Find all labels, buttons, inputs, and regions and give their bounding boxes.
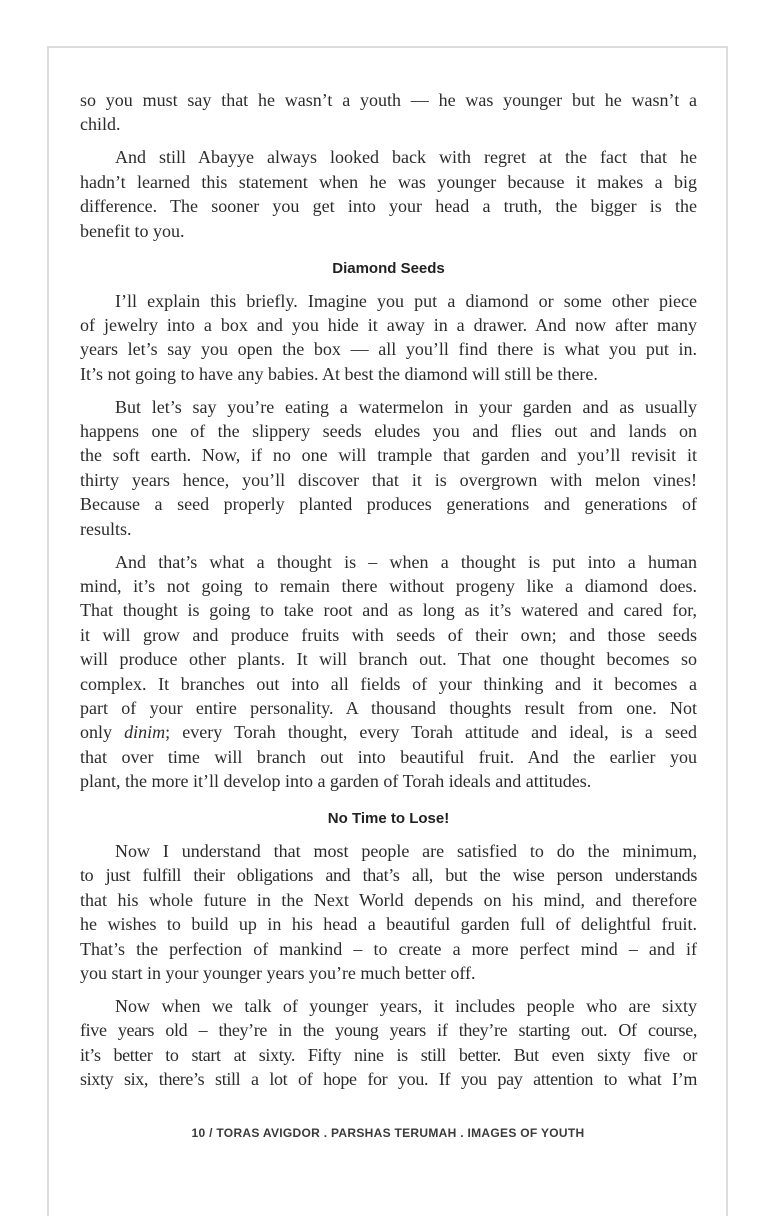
text-line: And still Abayye always looked back with regret at the fact that he: [115, 147, 697, 168]
page-body: [80, 88, 697, 1092]
text-line: But let’s say you’re eating a watermelon in your garden and as usually: [115, 396, 697, 417]
text-line: to just fulfill their obligations and that’s all, but the wise person understands: [80, 865, 697, 886]
paragraph: [80, 88, 697, 137]
text-line: results.: [80, 518, 132, 539]
text-segment: only: [80, 722, 125, 743]
text-line: you start in your younger years you’re much better off.: [80, 963, 476, 984]
italic-term: dinim: [124, 722, 166, 743]
text-line: That’s the perfection of mankind – to create a more perfect mind – and if: [80, 938, 697, 959]
text-line: part of your entire personality. A thousand thoughts result from one. Not: [80, 697, 697, 718]
text-line: it’s better to start at sixty. Fifty nine is still better. But even sixty five or: [80, 1044, 697, 1065]
text-line: he wishes to build up in his head a beautiful garden full of delightful fruit.: [80, 914, 697, 935]
text-line: child.: [80, 114, 121, 135]
text-line: that over time will branch out into beautiful fruit. And the earlier you: [80, 746, 697, 767]
text-line: difference. The sooner you get into your head a truth, the bigger is the: [80, 196, 697, 217]
paragraph: [80, 289, 697, 387]
text-line: benefit to you.: [80, 220, 185, 241]
running-footer: 10 / TORAS AVIGDOR . PARSHAS TERUMAH . IMAGES OF YOUTH: [191, 1126, 585, 1140]
text-line: happens one of the slippery seeds eludes you and flies out and lands on: [80, 421, 697, 442]
text-line: plant, the more it’ll develop into a garden of Torah ideals and attitudes.: [80, 771, 592, 792]
text-line: thirty years hence, you’ll discover that it is overgrown with melon vines!: [80, 469, 697, 490]
paragraph: [80, 994, 697, 1092]
text-line: that his whole future in the Next World depends on his mind, and therefore: [80, 889, 697, 910]
text-line: five years old – they’re in the young years if they’re starting out. Of course,: [80, 1020, 697, 1041]
text-line: sixty six, there’s still a lot of hope for you. If you pay attention to what I’m: [80, 1069, 697, 1090]
paragraph: [80, 395, 697, 541]
text-line: years let’s say you open the box — all you’ll find there is what you put in.: [80, 339, 697, 360]
text-line: Because a seed properly planted produces generations and generations of: [80, 494, 697, 515]
text-line: And that’s what a thought is – when a thought is put into a human: [115, 551, 697, 572]
text-line: it will grow and produce fruits with seeds of their own; and those seeds: [80, 624, 697, 645]
text-line: Now when we talk of younger years, it includes people who are sixty: [115, 996, 697, 1017]
paragraph: [80, 550, 697, 794]
text-line: Now I understand that most people are satisfied to do the minimum,: [115, 841, 697, 862]
text-segment: ; every Torah thought, every Torah attitude and ideal, is a seed: [165, 722, 697, 743]
text-line: [80, 720, 697, 744]
text-line: hadn’t learned this statement when he was younger because it makes a big: [80, 171, 697, 192]
text-line: the soft earth. Now, if no one will trample that garden and you’ll revisit it: [80, 445, 697, 466]
text-line: mind, it’s not going to remain there without progeny like a diamond does.: [80, 576, 697, 596]
text-line: of jewelry into a box and you hide it away in a drawer. And now after many: [80, 314, 697, 335]
section-heading: No Time to Lose!: [327, 810, 450, 828]
text-line: complex. It branches out into all fields of your thinking and it becomes a: [80, 673, 697, 694]
section-heading: Diamond Seeds: [332, 259, 445, 277]
paragraph: [80, 839, 697, 985]
paragraph: [80, 145, 697, 243]
text-line: will produce other plants. It will branch out. That one thought becomes so: [80, 649, 697, 670]
text-line: I’ll explain this briefly. Imagine you put a diamond or some other piece: [115, 290, 697, 311]
text-line: It’s not going to have any babies. At best the diamond will still be there.: [80, 363, 598, 384]
text-line: That thought is going to take root and as long as it’s watered and cared for,: [80, 600, 697, 621]
text-line: so you must say that he wasn’t a youth — he was younger but he wasn’t a: [80, 90, 697, 110]
